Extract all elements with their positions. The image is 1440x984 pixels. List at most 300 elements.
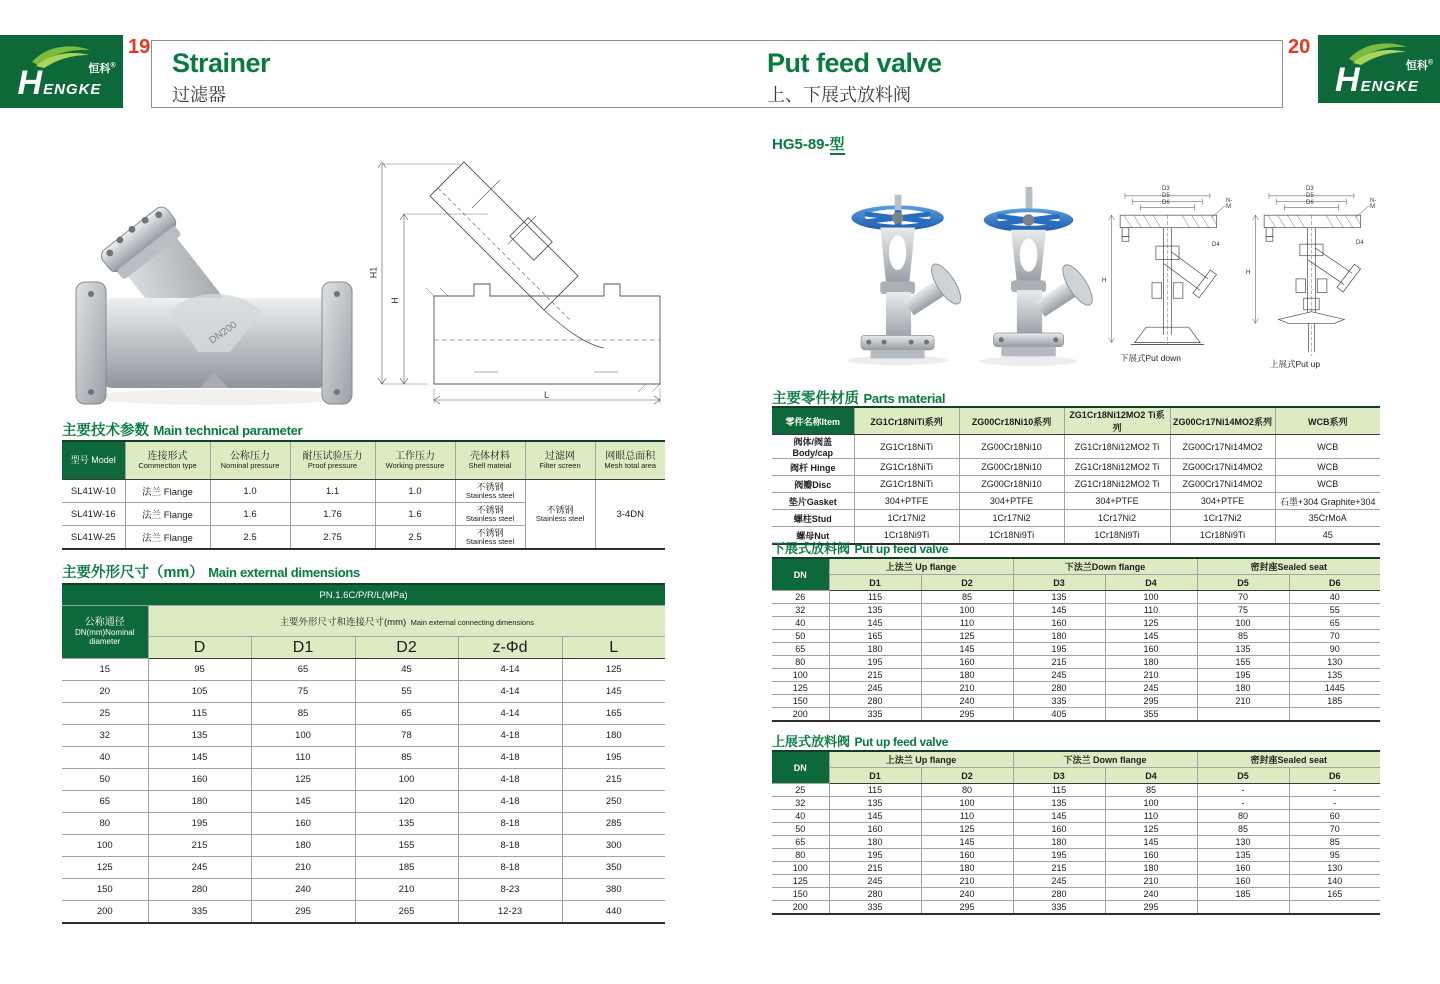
cell: 304+PTFE — [854, 493, 959, 510]
valve-photo-1 — [836, 190, 966, 370]
header-series: ZG00Cr18Ni10系列 — [959, 407, 1064, 435]
cell: 法兰 Flange — [125, 526, 210, 550]
cell: 145 — [829, 617, 921, 630]
header-group: 主要外形尺寸和连接尺寸(mm) Main external connecting dimensions — [148, 606, 665, 637]
cell: 2.75 — [290, 526, 375, 550]
cell: 245 — [1013, 669, 1105, 682]
cell: 螺柱Stud — [772, 510, 854, 527]
cell: 135 — [355, 813, 458, 835]
cell: 阀体/阀盖Body/cap — [772, 435, 854, 459]
page-number-right: 20 — [1288, 36, 1311, 58]
cell: 215 — [829, 669, 921, 682]
valve-drawing-art — [1096, 190, 1236, 362]
cell: 100 — [355, 769, 458, 791]
col-header: D1 — [829, 768, 921, 784]
brand-logo-right — [1318, 35, 1440, 103]
cell: 180 — [921, 669, 1013, 682]
cell: 210 — [355, 879, 458, 901]
cell: 70 — [1289, 630, 1380, 643]
cell: 160 — [148, 769, 251, 791]
cell: 垫片Gasket — [772, 493, 854, 510]
header-dn: DN — [772, 751, 829, 784]
table-row — [772, 643, 1380, 656]
cell: 145 — [829, 810, 921, 823]
cell: 295 — [251, 901, 355, 924]
header-filter: 过滤网 Filter screen — [525, 441, 595, 480]
cell: 300 — [562, 835, 665, 857]
cell: 100 — [1105, 797, 1197, 810]
cell: 160 — [921, 656, 1013, 669]
cell: 1.6 — [375, 503, 455, 526]
col-header: D2 — [355, 637, 458, 659]
cell: 200 — [772, 708, 829, 722]
cell: 石墨+304 Graphite+304 — [1275, 493, 1380, 510]
brand-name-cn — [1406, 57, 1433, 73]
cell: 140 — [1289, 875, 1380, 888]
section-title-en: Parts material — [863, 391, 946, 406]
cell: 85 — [1197, 630, 1289, 643]
cell: 145 — [1013, 604, 1105, 617]
cell: WCB — [1275, 435, 1380, 459]
strainer-drawing-art — [368, 148, 668, 410]
cell: 75 — [251, 681, 355, 703]
cell: 1Cr18Ni9Ti — [1170, 527, 1275, 545]
cell: 130 — [1289, 862, 1380, 875]
cell: 2.5 — [210, 526, 290, 550]
strainer-drawing — [368, 148, 668, 410]
table-header — [772, 407, 1380, 435]
cell: 1.1 — [290, 480, 375, 503]
table-row — [772, 604, 1380, 617]
col-header: z-Φd — [458, 637, 562, 659]
cell: 105 — [148, 681, 251, 703]
table-row — [772, 862, 1380, 875]
table-body — [62, 659, 665, 924]
section-title-cn: 上展式放料阀 — [772, 734, 851, 749]
dim-label-d6: D6 — [1162, 200, 1170, 206]
section-title-en: Main technical parameter — [153, 423, 303, 438]
cell: 210 — [921, 682, 1013, 695]
section-title-cn: 主要零件材质 — [772, 391, 859, 407]
cell: ZG1Cr18Ni12MO2 Ti — [1064, 435, 1170, 459]
cell: 380 — [562, 879, 665, 901]
brand-logo-left — [0, 35, 123, 108]
cell: 240 — [921, 695, 1013, 708]
table-row — [772, 901, 1380, 915]
header-down-flange: 下法兰Down flange — [1013, 558, 1197, 575]
table-row — [772, 708, 1380, 722]
cell: 115 — [829, 591, 921, 604]
cell — [1289, 708, 1380, 722]
cell: 40 — [1289, 591, 1380, 604]
valve-drawing-put-down — [1096, 186, 1236, 375]
tech-parameter-table — [62, 440, 665, 550]
cell: 250 — [562, 791, 665, 813]
cell: 1Cr17Ni2 — [854, 510, 959, 527]
cell: 不锈钢 Stainless steel — [455, 480, 525, 503]
col-header: D3 — [1013, 768, 1105, 784]
cell: 75 — [1197, 604, 1289, 617]
cell: 245 — [1105, 682, 1197, 695]
cell: 155 — [355, 835, 458, 857]
cell: 125 — [921, 630, 1013, 643]
cell: 145 — [921, 836, 1013, 849]
section-title-cn: 下展式放料阀 — [772, 541, 851, 556]
cell: 110 — [921, 810, 1013, 823]
cell: 8-23 — [458, 879, 562, 901]
section-title-en: Main external dimensions — [208, 565, 360, 580]
cell: 1.0 — [375, 480, 455, 503]
cell: 160 — [1105, 849, 1197, 862]
table-row — [772, 435, 1380, 459]
cell — [1197, 708, 1289, 722]
cell: 4-14 — [458, 681, 562, 703]
cell: 1Cr18Ni9Ti — [854, 527, 959, 545]
cell: 135 — [1013, 797, 1105, 810]
cell: 280 — [829, 695, 921, 708]
cell: 215 — [1013, 862, 1105, 875]
table-row — [772, 630, 1380, 643]
table-row — [62, 681, 665, 703]
header-dn: DN — [772, 558, 829, 591]
table-row — [62, 703, 665, 725]
section-title-cn: 主要技术参数 — [62, 423, 149, 439]
cell: 110 — [921, 617, 1013, 630]
cell: 115 — [829, 784, 921, 797]
cell: 65 — [251, 659, 355, 681]
cell: 180 — [921, 862, 1013, 875]
cell: 180 — [1013, 630, 1105, 643]
cell: 195 — [829, 849, 921, 862]
cell: 125 — [62, 857, 148, 879]
dim-label-d6: D6 — [1306, 200, 1314, 206]
table-body — [772, 435, 1380, 545]
header-working: 工作压力 Working pressure — [375, 441, 455, 480]
cell: 4-14 — [458, 703, 562, 725]
header-sealed-seat: 密封座Sealed seat — [1197, 751, 1380, 768]
table-row — [62, 769, 665, 791]
cell: 50 — [772, 823, 829, 836]
table-row — [62, 747, 665, 769]
cell: ZG1Cr18NiTi — [854, 435, 959, 459]
cell: 304+PTFE — [1064, 493, 1170, 510]
cell: 304+PTFE — [959, 493, 1064, 510]
table-row — [772, 849, 1380, 862]
cell: 195 — [1013, 643, 1105, 656]
col-header: D1 — [829, 575, 921, 591]
left-page-title-group — [172, 49, 270, 107]
cell: 245 — [829, 682, 921, 695]
table-row — [772, 888, 1380, 901]
header-dn: 公称通径 DN(mm)Nominal diameter — [62, 606, 148, 659]
cell: 45 — [1275, 527, 1380, 545]
cell: 120 — [355, 791, 458, 813]
cell: 125 — [1105, 823, 1197, 836]
cell: 335 — [829, 901, 921, 915]
left-page-title-en: Strainer — [172, 48, 271, 78]
cell: 4-18 — [458, 747, 562, 769]
cell: 100 — [921, 604, 1013, 617]
dim-label-l: L — [544, 390, 550, 400]
cell: 32 — [62, 725, 148, 747]
cell: 115 — [148, 703, 251, 725]
cell: 180 — [829, 836, 921, 849]
dim-label-nm: N-M — [1370, 198, 1377, 210]
cell: 145 — [1105, 836, 1197, 849]
drawing-caption: 下展式Put down — [1120, 353, 1181, 363]
header-series: ZG00Cr17Ni14MO2系列 — [1170, 407, 1275, 435]
cell: 150 — [772, 888, 829, 901]
table-row — [62, 835, 665, 857]
cell: 125 — [251, 769, 355, 791]
header-item: 零件名称Item — [772, 407, 854, 435]
dimensions-title — [62, 561, 360, 582]
table-body — [772, 591, 1380, 722]
cell: 110 — [1105, 604, 1197, 617]
cell: 210 — [921, 875, 1013, 888]
cell: ZG1Cr18NiTi — [854, 459, 959, 476]
cell: 160 — [921, 849, 1013, 862]
cell: 135 — [829, 797, 921, 810]
cell: 160 — [1197, 875, 1289, 888]
cell: 280 — [148, 879, 251, 901]
cell: 80 — [921, 784, 1013, 797]
cell: 245 — [829, 875, 921, 888]
table-row — [62, 791, 665, 813]
dim-label-h: H — [1246, 270, 1251, 276]
header-up-flange: 上法兰 Up flange — [829, 558, 1013, 575]
cell: 150 — [772, 695, 829, 708]
cell: 160 — [1197, 862, 1289, 875]
table-row — [62, 879, 665, 901]
cell: 85 — [921, 591, 1013, 604]
parts-material-title — [772, 387, 945, 408]
table-header — [62, 584, 665, 659]
cell: 195 — [148, 813, 251, 835]
col-header: D6 — [1289, 575, 1380, 591]
cell: 50 — [62, 769, 148, 791]
cell: 8-18 — [458, 835, 562, 857]
cell — [1197, 901, 1289, 915]
table-row — [62, 725, 665, 747]
table-header — [62, 441, 665, 480]
cell: 215 — [829, 862, 921, 875]
cell: 80 — [772, 656, 829, 669]
cell: 85 — [251, 703, 355, 725]
table-row — [772, 875, 1380, 888]
cell: 160 — [1105, 643, 1197, 656]
cell: 4-18 — [458, 725, 562, 747]
cell: 145 — [148, 747, 251, 769]
cell — [1289, 901, 1380, 915]
cell: 80 — [1197, 810, 1289, 823]
cell: 180 — [1197, 682, 1289, 695]
svg-text:DN200: DN200 — [207, 319, 240, 347]
cell: 155 — [1197, 656, 1289, 669]
cell: 180 — [829, 643, 921, 656]
cell: 70 — [1289, 823, 1380, 836]
cell: 25 — [62, 703, 148, 725]
cell: 65 — [1289, 617, 1380, 630]
cell: 185 — [1289, 695, 1380, 708]
cell: 195 — [1013, 849, 1105, 862]
cell: 215 — [1013, 656, 1105, 669]
cell: 1Cr17Ni2 — [959, 510, 1064, 527]
dim-label-d5: D5 — [1162, 193, 1170, 199]
cell: 80 — [772, 849, 829, 862]
cell: 280 — [1013, 888, 1105, 901]
cell: 135 — [148, 725, 251, 747]
cell: 145 — [1105, 630, 1197, 643]
cell: 95 — [1289, 849, 1380, 862]
cell: 280 — [1013, 682, 1105, 695]
section-title-cn: 主要外形尺寸（mm） — [62, 565, 204, 581]
cell: 110 — [251, 747, 355, 769]
cell: 26 — [772, 591, 829, 604]
cell: 405 — [1013, 708, 1105, 722]
table-row — [772, 797, 1380, 810]
header-series: ZG1Cr18Ni12MO2 Ti系列 — [1064, 407, 1170, 435]
header-series: ZG1Cr18NiTi系列 — [854, 407, 959, 435]
cell: 335 — [829, 708, 921, 722]
header-shell: 壳体材料 Shell mateial — [455, 441, 525, 480]
table-row — [772, 591, 1380, 604]
cell: 165 — [562, 703, 665, 725]
table-row — [62, 480, 665, 503]
col-header: D3 — [1013, 575, 1105, 591]
cell-mesh-area: 3-4DN — [595, 480, 665, 550]
cell: SL41W-25 — [62, 526, 125, 550]
cell: 210 — [1197, 695, 1289, 708]
cell: 355 — [1105, 708, 1197, 722]
cell: 200 — [772, 901, 829, 915]
valve-photo-art — [836, 190, 966, 370]
cell: 100 — [1105, 591, 1197, 604]
up-valve-title — [772, 731, 948, 751]
cell: 210 — [1105, 875, 1197, 888]
cell: 265 — [355, 901, 458, 924]
cell: 25 — [772, 784, 829, 797]
cell: 阀瓣Disc — [772, 476, 854, 493]
valve-photo-2 — [964, 185, 1096, 370]
cell: - — [1197, 784, 1289, 797]
col-header: D6 — [1289, 768, 1380, 784]
cell: 85 — [1105, 784, 1197, 797]
table-row — [772, 656, 1380, 669]
cell: 160 — [1013, 617, 1105, 630]
cell: 115 — [1013, 784, 1105, 797]
dim-label-d3: D3 — [1306, 186, 1314, 192]
cell: ZG00Cr18Ni10 — [959, 459, 1064, 476]
cell: 295 — [921, 708, 1013, 722]
table-row — [62, 813, 665, 835]
cell: 55 — [1289, 604, 1380, 617]
cell: WCB — [1275, 459, 1380, 476]
parts-material-table — [772, 406, 1380, 545]
cell: 1.0 — [210, 480, 290, 503]
col-header: D2 — [921, 575, 1013, 591]
cell: 335 — [1013, 901, 1105, 915]
cell: SL41W-16 — [62, 503, 125, 526]
down-valve-table — [772, 557, 1380, 722]
cell: 35CrMoA — [1275, 510, 1380, 527]
cell: 180 — [1105, 656, 1197, 669]
cell: 135 — [1289, 669, 1380, 682]
table-row — [62, 901, 665, 924]
cell: 40 — [772, 810, 829, 823]
cell: 240 — [1105, 888, 1197, 901]
header-nominal: 公称压力 Nominal pressure — [210, 441, 290, 480]
cell: 125 — [772, 682, 829, 695]
cell: 12-23 — [458, 901, 562, 924]
cell: 210 — [1105, 669, 1197, 682]
table-row — [772, 459, 1380, 476]
cell: 180 — [1105, 862, 1197, 875]
cell: 85 — [1197, 823, 1289, 836]
cell: 180 — [251, 835, 355, 857]
cell: 160 — [251, 813, 355, 835]
cell: 65 — [772, 836, 829, 849]
cell: ZG1Cr18Ni12MO2 Ti — [1064, 476, 1170, 493]
right-page-title-cn: 上、下展式放料阀 — [767, 84, 911, 105]
cell: 4-14 — [458, 659, 562, 681]
cell: 45 — [355, 659, 458, 681]
registered-mark: ® — [110, 61, 116, 69]
cell: - — [1289, 797, 1380, 810]
cell: 240 — [921, 888, 1013, 901]
cell: 150 — [62, 879, 148, 901]
cell: ZG1Cr18NiTi — [854, 476, 959, 493]
cell: 180 — [1013, 836, 1105, 849]
cell: 85 — [355, 747, 458, 769]
cell: 160 — [1013, 823, 1105, 836]
cell: - — [1289, 784, 1380, 797]
table-row — [772, 682, 1380, 695]
section-title-en: Put up feed valve — [854, 735, 949, 749]
cell: 125 — [562, 659, 665, 681]
cell: 180 — [562, 725, 665, 747]
left-page-title-cn: 过滤器 — [172, 84, 226, 105]
cell: 40 — [772, 617, 829, 630]
cell: 阀杆 Hinge — [772, 459, 854, 476]
cell: ZG00Cr18Ni10 — [959, 476, 1064, 493]
cell: 法兰 Flange — [125, 480, 210, 503]
table-row — [772, 510, 1380, 527]
cell: 2.5 — [375, 526, 455, 550]
valve-photo-art — [964, 185, 1096, 370]
table-row — [772, 476, 1380, 493]
cell: 125 — [921, 823, 1013, 836]
cell: 295 — [1105, 695, 1197, 708]
cell: 145 — [562, 681, 665, 703]
cell: 135 — [1197, 849, 1289, 862]
strainer-photo-art — [70, 192, 358, 410]
header-pn: PN.1.6C/P/R/L(MPa) — [62, 584, 665, 606]
cell: 8-18 — [458, 813, 562, 835]
brand-cn-text: 恒科 — [88, 62, 111, 75]
table-row — [772, 836, 1380, 849]
cell: 15 — [62, 659, 148, 681]
col-header: D5 — [1197, 768, 1289, 784]
cell: 50 — [772, 630, 829, 643]
cell: 195 — [1197, 669, 1289, 682]
dim-label-d5: D5 — [1306, 193, 1314, 199]
cell: 95 — [148, 659, 251, 681]
cell: 4-18 — [458, 769, 562, 791]
table-header — [772, 558, 1380, 591]
col-header: D1 — [251, 637, 355, 659]
header-proof: 耐压试验压力 Proof pressure — [290, 441, 375, 480]
